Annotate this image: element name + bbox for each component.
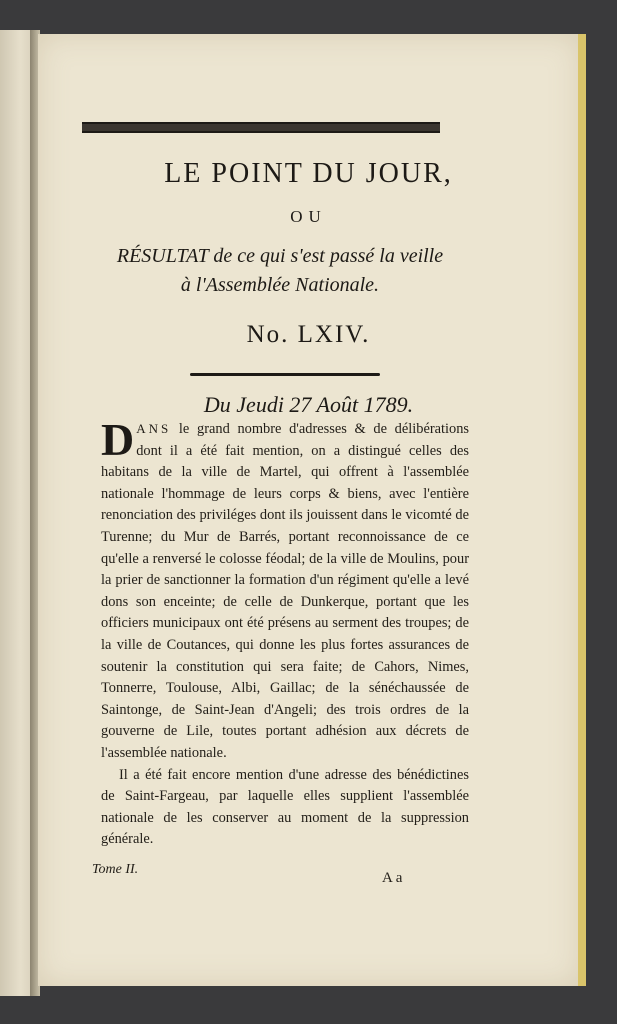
subtitle [60,242,500,300]
dateline: Du Jeudi 27 Août 1789. [203,392,414,417]
signature-mark: A a [382,870,403,886]
issue-number: No. LXIV. [246,321,371,348]
title-conjunction: OU [290,207,327,226]
subtitle-line-1: RÉSULTAT de ce qui s'est passé la veille [116,245,444,267]
paragraph-1 [101,414,469,765]
volume-label: Tome II. [92,862,139,877]
paragraph-1-text: le grand nombre d'adresses & de délibérations dont il a été fait mention, on a distingué celles des habitans de la ville de Martel, qui offrent à l'assemblée nationale l'hommage de leurs corps & biens, avec l'entière renonciation des priviléges dont ils jouissent dans le vicomté de Turenne; du Mur de Barrés, portant reconnoissance de ce qu'elle a renversé le colosse féodal; de la ville de Moulins, pour la prier de sanctionner la formation d'un régiment qu'elle a levé dons son enceinte; de celle de Dunkerque, portant que les officiers municipaux ont été présens au serment des troupes; de la ville de Coutances, qui donne les plus fortes assurances de soutenir la constitution qui sera faite; de Cahors, Nimes, Tonnerre, Toulouse, Albi, Gaillac; de la sénéchaussée de Saintonge, de Saint-Jean d'Angeli; des trois ordres de la gouverne de Lile, toutes portant adhésion aux décrets de l'assemblée nationale. [101,421,469,761]
page-title: LE POINT DU JOUR, [164,158,453,189]
section-divider-rule [190,373,380,376]
lead-word: ANS [136,421,172,436]
drop-cap: D [101,414,135,465]
top-ornament-rule [82,122,440,133]
subtitle-line-2: à l'Assemblée Nationale. [180,274,380,296]
paragraph-2: Il a été fait encore mention d'une adresse des bénédictines de Saint-Fargeau, par laquelle elles supplient l'assemblée nationale de les conserver au moment de la suppression générale. [101,766,469,848]
article-body [101,414,469,851]
